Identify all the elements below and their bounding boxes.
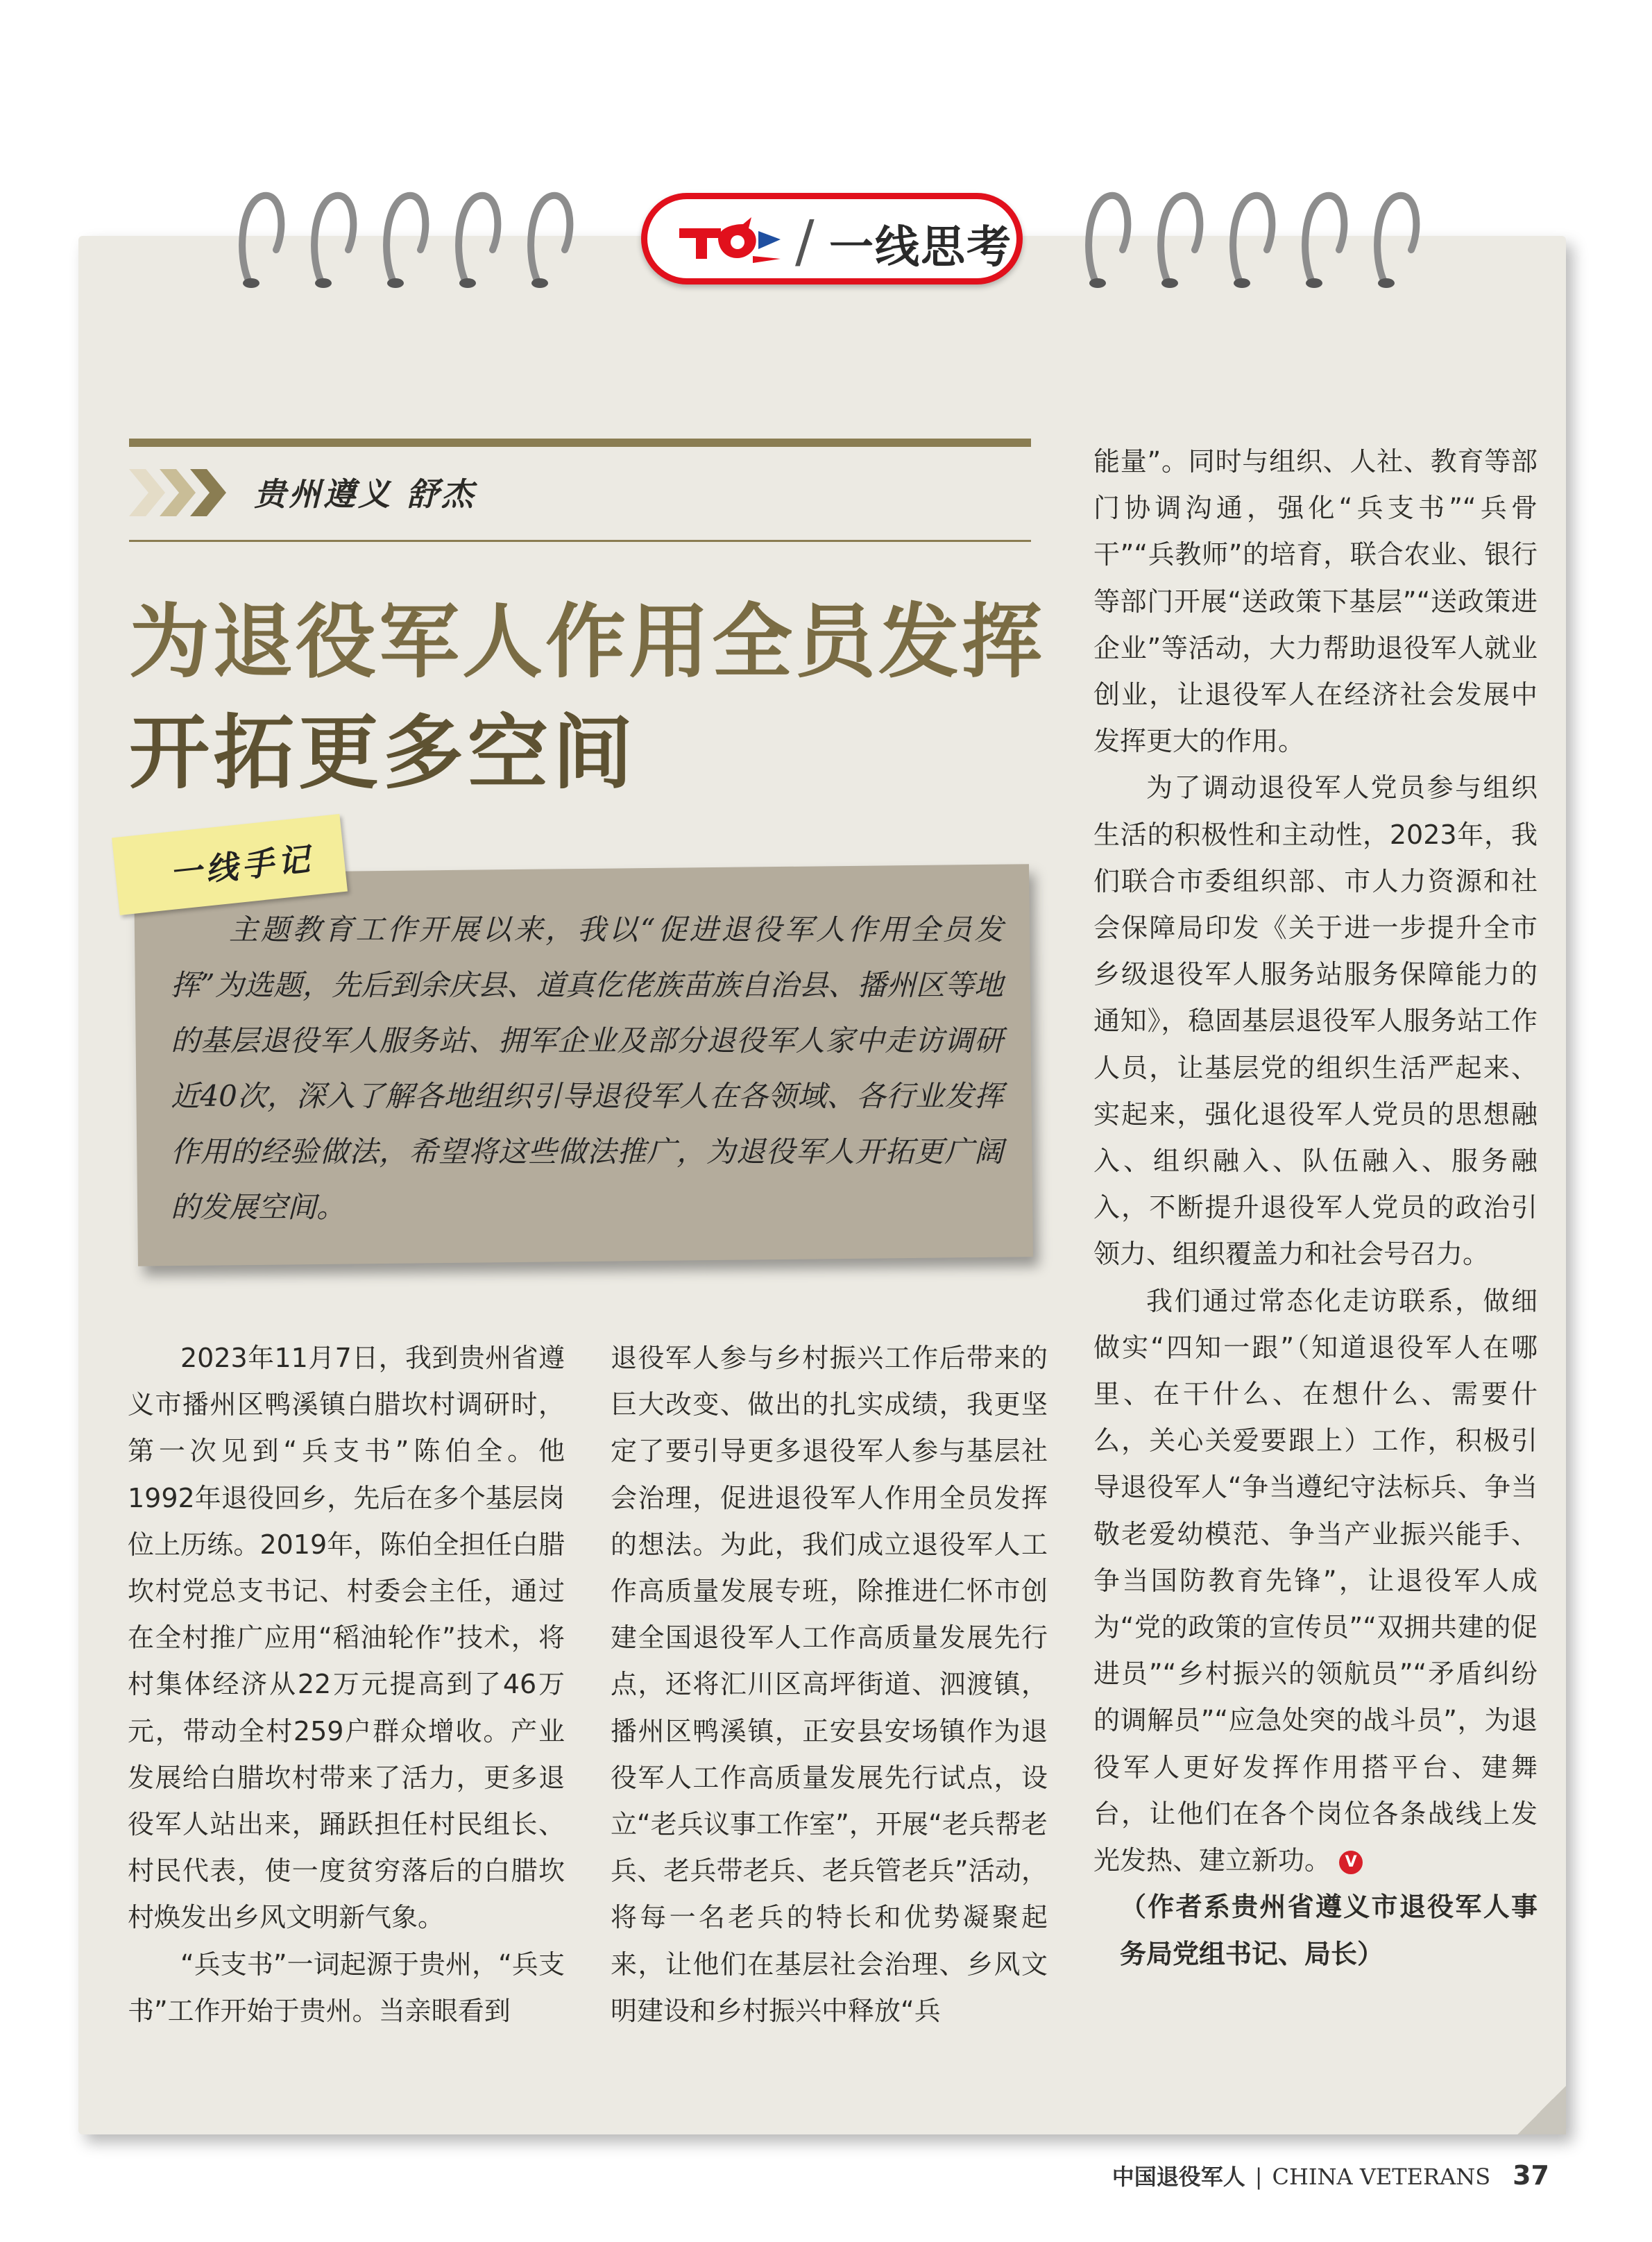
paragraph: “兵支书”一词起源于贵州，“兵支书”工作开始于贵州。当亲眼看到: [128, 1948, 565, 2026]
binder-rings-left: [236, 186, 579, 290]
paragraph: 能量”。同时与组织、人社、教育等部门协调沟通，强化“兵支书”“兵骨干”“兵教师”的培育，联合农业、银行等部门开展“送政策下基层”“送政策进企业”等活动，大力帮助退役军人就业创业，让退役军人在经济社会发展中发挥更大的作用。: [1093, 446, 1538, 757]
ring-icon: [1082, 186, 1136, 290]
veterans-logo-icon: [676, 214, 787, 266]
header-rule: [129, 439, 1031, 447]
footer-separator: |: [1254, 2164, 1263, 2190]
article-title-line2: 开拓更多空间: [129, 706, 637, 800]
column-name: 一线思考: [829, 222, 1012, 273]
paragraph: 2023年11月7日，我到贵州省遵义市播州区鸭溪镇白腊坎村调研时，第一次见到“兵支书”陈伯全。他1992年退役回乡，先后在多个基层岗位上历练。2019年，陈伯全担任白腊坎村党总支书记、村委会主任，通过在全村推广应用“稻油轮作”技术，将村集体经济从22万元提高到了46万元，带动全村259户群众增收。产业发展给白腊坎村带来了活力，更多退役军人站出来，踊跃担任村民组长、村民代表，使一度贫穷落后的白腊坎村焕发出乡风文明新气象。: [128, 1343, 565, 1933]
body-column-2: [611, 1335, 1048, 2035]
ring-icon: [525, 186, 579, 290]
ring-icon: [452, 186, 506, 290]
article-title-line1: 为退役军人作用全员发挥: [129, 595, 1045, 689]
author-rule: [129, 540, 1031, 542]
triple-chevron-icon: [129, 466, 233, 519]
ring-icon: [1371, 186, 1425, 290]
field-note-label: 一线手记: [168, 840, 316, 892]
ring-icon: [1227, 186, 1281, 290]
page-number: 37: [1513, 2160, 1549, 2191]
paragraph-text: 我们通过常态化走访联系，做细做实“四知一跟”（知道退役军人在哪里、在干什么、在想什么、需要什么，关心关爱要跟上）工作，积极引导退役军人“争当遵纪守法标兵、争当敬老爱幼模范、争当产业振兴能手、争当国防教育先锋”，让退役军人成为“党的政策的宣传员”“双拥共建的促进员”“乡村振兴的领航员”“矛盾纠纷的调解员”“应急处突的战斗员”，为退役军人更好发挥作用搭平台、建舞台，让他们在各个岗位各条战线上发光发热、建立新功。: [1093, 1285, 1538, 1876]
ring-icon: [1299, 186, 1353, 290]
paragraph: [1093, 1278, 1538, 1885]
paragraph: 为了调动退役军人党员参与组织生活的积极性和主动性，2023年，我们联合市委组织部、市人力资源和社会保障局印发《关于进一步提升全市乡级退役军人服务站服务保障能力的通知》，稳固基层退役军人服务站工作人员，让基层党的组织生活严起来、实起来，强化退役军人党员的思想融入、组织融入、队伍融入、服务融入，不断提升退役军人党员的政治引领力、组织覆盖力和社会号召力。: [1093, 772, 1538, 1270]
logo-slash: /: [795, 209, 815, 275]
magazine-name-cn: 中国退役军人: [1112, 2164, 1245, 2190]
page-footer: [1112, 2159, 1549, 2191]
author-byline: 贵州遵义 舒杰: [254, 475, 477, 513]
ring-icon: [308, 186, 362, 290]
ring-icon: [1155, 186, 1209, 290]
paragraph: 退役军人参与乡村振兴工作后带来的巨大改变、做出的扎实成绩，我更坚定了要引导更多退役军人参与基层社会治理，促进退役军人作用全员发挥的想法。为此，我们成立退役军人工作高质量发展专班，除推进仁怀市创建全国退役军人工作高质量发展先行点，还将汇川区高坪街道、泗渡镇，播州区鸭溪镇，正安县安场镇作为退役军人工作高质量发展先行试点，设立“老兵议事工作室”，开展“老兵帮老兵、老兵带老兵、老兵管老兵”活动，将每一名老兵的特长和优势凝聚起来，让他们在基层社会治理、乡风文明建设和乡村振兴中释放“兵: [611, 1343, 1048, 2026]
body-column-1: [128, 1335, 565, 2035]
binder-rings-right: [1082, 186, 1425, 290]
author-signature: （作者系贵州省遵义市退役军人事务局党组书记、局长）: [1120, 1892, 1538, 1969]
end-mark-icon: V: [1339, 1851, 1363, 1874]
field-note-text: [171, 902, 1003, 1235]
column-logo: [641, 193, 1023, 285]
field-note-paragraph: 主题教育工作开展以来，我以“促进退役军人作用全员发挥”为选题，先后到余庆县、道真仡佬族苗族自治县、播州区等地的基层退役军人服务站、拥军企业及部分退役军人家中走访调研近40次，深入了解各地组织引导退役军人在各领域、各行业发挥作用的经验做法，希望将这些做法推广，为退役军人开拓更广阔的发展空间。: [171, 912, 1003, 1224]
ring-icon: [380, 186, 434, 290]
magazine-name-en: CHINA VETERANS: [1272, 2164, 1491, 2190]
body-column-3: [1093, 439, 1538, 1978]
ring-icon: [236, 186, 290, 290]
